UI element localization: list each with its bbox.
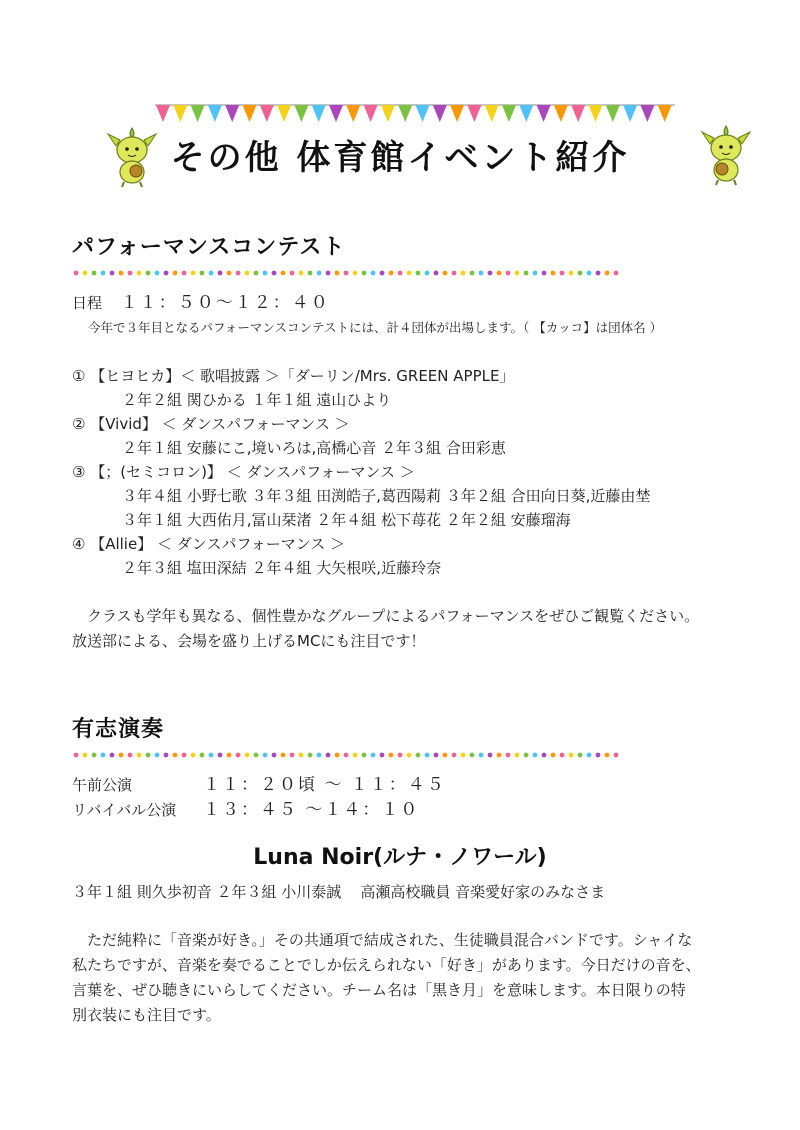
am-time: １１：２０頃 〜 １１：４５ — [203, 775, 446, 795]
divider-dot — [587, 753, 592, 758]
divider-dot — [605, 271, 610, 276]
bunting-flag — [502, 105, 516, 122]
bunting-flag — [156, 105, 170, 122]
divider-dot — [236, 271, 241, 276]
divider-dot — [398, 271, 403, 276]
divider-dot — [281, 753, 286, 758]
divider-dot — [200, 271, 205, 276]
divider-dot — [218, 753, 223, 758]
divider-dot — [614, 271, 619, 276]
divider-dot — [587, 271, 592, 276]
divider-dot — [326, 753, 331, 758]
divider-dot — [524, 271, 529, 276]
divider-dot — [245, 753, 250, 758]
divider-dot — [164, 271, 169, 276]
description-line: 私たちですが、音楽を奏でることでしか伝えられない「好き」があります。今日だけの音を、 — [72, 956, 701, 974]
divider-dot — [416, 753, 421, 758]
description-line: 言葉を、ぜひ聴きにいらしてください。チーム名は「黒き月」を意味します。本日限りの特 — [72, 981, 686, 999]
bunting-flag — [658, 105, 672, 122]
divider-dot — [209, 271, 214, 276]
divider-dot — [497, 271, 502, 276]
divider-dot — [461, 753, 466, 758]
divider-dot — [335, 753, 340, 758]
divider-dot — [371, 753, 376, 758]
divider-dot — [128, 271, 133, 276]
divider-dot — [299, 753, 304, 758]
bunting-flag — [208, 105, 222, 122]
divider-dot — [101, 753, 106, 758]
bunting-flag — [312, 105, 326, 122]
divider-dot — [155, 753, 160, 758]
group-members: ２年２組 関ひかる １年１組 遠山ひより — [122, 391, 392, 409]
divider-dot — [290, 271, 295, 276]
divider-dot — [110, 271, 115, 276]
bunting-flag — [623, 105, 637, 122]
divider-dot — [362, 753, 367, 758]
divider-dot — [389, 753, 394, 758]
closing-line: クラスも学年も異なる、個性豊かなグループによるパフォーマンスをぜひご観覧ください。 — [87, 607, 700, 625]
bunting-flag — [329, 105, 343, 122]
divider-dot — [380, 271, 385, 276]
divider-dot — [83, 753, 88, 758]
revival-time: １３：４５ 〜１４：１０ — [203, 800, 420, 820]
divider-dot — [227, 753, 232, 758]
divider-dot — [434, 271, 439, 276]
bunting-flag — [433, 105, 447, 122]
divider-dot — [254, 753, 259, 758]
divider-dot — [506, 271, 511, 276]
divider-dot — [425, 271, 430, 276]
divider-dot — [479, 271, 484, 276]
divider-dot — [524, 753, 529, 758]
divider-dot — [452, 271, 457, 276]
description-line: 別衣装にも注目です。 — [72, 1006, 221, 1024]
divider-dot — [452, 753, 457, 758]
bunting-flag — [191, 105, 205, 122]
divider-dot — [497, 753, 502, 758]
divider-dot — [542, 753, 547, 758]
divider-dot — [173, 271, 178, 276]
divider-dot — [578, 271, 583, 276]
divider-dot — [164, 753, 169, 758]
divider-dot — [227, 271, 232, 276]
divider-dot — [182, 753, 187, 758]
bunting-flag — [467, 105, 481, 122]
divider-dot — [380, 753, 385, 758]
divider-dot — [146, 271, 151, 276]
divider-dot — [407, 753, 412, 758]
bunting-flag — [260, 105, 274, 122]
divider-dot — [443, 753, 448, 758]
divider-dot — [353, 753, 358, 758]
divider-dot — [317, 753, 322, 758]
divider-dot — [272, 753, 277, 758]
band-name: Luna Noir(ルナ・ノワール) — [253, 845, 547, 870]
divider-dot — [344, 753, 349, 758]
group-header: ③ 【；(セミコロン)】 ＜ ダンスパフォーマンス ＞ — [72, 463, 415, 481]
bunting-flag — [416, 105, 430, 122]
divider-dot — [326, 271, 331, 276]
intro-text: 今年で３年目となるパフォーマンスコンテストには、計４団体が出場します。（ 【カッコ】は団体名 ） — [88, 320, 663, 335]
divider-dot — [263, 753, 268, 758]
bunting-flag — [364, 105, 378, 122]
band-description — [72, 928, 737, 1028]
divider-dot — [596, 271, 601, 276]
schedule-row — [72, 292, 330, 314]
bunting-flag — [243, 105, 257, 122]
divider-dot — [74, 753, 79, 758]
divider-dot — [254, 271, 259, 276]
divider-dot — [92, 753, 97, 758]
dotted-divider — [72, 269, 620, 277]
bunting-flag — [346, 105, 360, 122]
bunting-flag — [485, 105, 499, 122]
divider-dot — [272, 271, 277, 276]
divider-dot — [425, 753, 430, 758]
divider-dot — [470, 753, 475, 758]
divider-dot — [308, 753, 313, 758]
group-header: ④ 【Allie】 ＜ ダンスパフォーマンス ＞ — [72, 535, 346, 553]
bunting-flag — [571, 105, 585, 122]
divider-dot — [83, 271, 88, 276]
divider-dot — [74, 271, 79, 276]
divider-dot — [488, 753, 493, 758]
divider-dot — [614, 753, 619, 758]
divider-dot — [308, 271, 313, 276]
divider-dot — [551, 271, 556, 276]
divider-dot — [533, 753, 538, 758]
schedule-label: 日程 — [72, 294, 103, 312]
bunting-flag — [277, 105, 291, 122]
band-members: ３年１組 則久歩初音 ２年３組 小川泰誠 高瀬高校職員 音楽愛好家のみなさま — [72, 883, 606, 901]
group-header: ① 【ヒヨヒカ】＜ 歌唱披露 ＞「ダーリン/Mrs. GREEN APPLE」 — [72, 367, 515, 385]
page-title: その他 体育館イベント紹介 — [170, 138, 630, 178]
divider-dot — [137, 753, 142, 758]
divider-dot — [416, 271, 421, 276]
section-title-volunteer: 有志演奏 — [72, 717, 165, 742]
divider-dot — [434, 753, 439, 758]
divider-dot — [155, 271, 160, 276]
divider-dot — [443, 271, 448, 276]
divider-dot — [191, 271, 196, 276]
divider-dot — [191, 753, 196, 758]
bunting-flag — [519, 105, 533, 122]
bunting-flag — [450, 105, 464, 122]
group-members: ２年１組 安藤にこ,境いろは,高橋心音 ２年３組 合田彩恵 — [122, 439, 506, 457]
divider-dot — [461, 271, 466, 276]
divider-dot — [488, 271, 493, 276]
closing-paragraph — [72, 604, 737, 654]
schedule-time: １１：５０〜１２：４０ — [120, 293, 330, 313]
divider-dot — [362, 271, 367, 276]
divider-dot — [119, 271, 124, 276]
divider-dot — [506, 753, 511, 758]
bunting-flag — [589, 105, 603, 122]
bunting-flag — [640, 105, 654, 122]
divider-dot — [515, 753, 520, 758]
bunting-flag — [554, 105, 568, 122]
divider-dot — [182, 271, 187, 276]
description-line: ただ純粋に「音楽が好き。」その共通項で結成された、生徒職員混合バンドです。シャイな — [87, 931, 693, 949]
bunting-flag — [537, 105, 551, 122]
divider-dot — [542, 271, 547, 276]
bunting-flag — [294, 105, 308, 122]
divider-dot — [569, 753, 574, 758]
divider-dot — [344, 271, 349, 276]
divider-dot — [596, 753, 601, 758]
revival-label: リバイバル公演 — [72, 801, 177, 819]
divider-dot — [218, 271, 223, 276]
divider-dot — [605, 753, 610, 758]
divider-dot — [470, 271, 475, 276]
divider-dot — [236, 753, 241, 758]
divider-dot — [551, 753, 556, 758]
divider-dot — [533, 271, 538, 276]
divider-dot — [515, 271, 520, 276]
bunting-flag — [225, 105, 239, 122]
divider-dot — [263, 271, 268, 276]
divider-dot — [101, 271, 106, 276]
divider-dot — [245, 271, 250, 276]
am-label: 午前公演 — [72, 776, 133, 794]
divider-dot — [146, 753, 151, 758]
divider-dot — [569, 271, 574, 276]
divider-dot — [371, 271, 376, 276]
bunting-flag — [398, 105, 412, 122]
divider-dot — [578, 753, 583, 758]
divider-dot — [560, 271, 565, 276]
divider-dot — [389, 271, 394, 276]
divider-dot — [92, 271, 97, 276]
divider-dot — [110, 753, 115, 758]
divider-dot — [353, 271, 358, 276]
group-members: ３年４組 小野七歌 ３年３組 田渕皓子,葛西陽莉 ３年２組 合田向日葵,近藤由埜 — [122, 487, 651, 505]
bunting-flag — [173, 105, 187, 122]
closing-line: 放送部による、会場を盛り上げるMCにも注目です！ — [72, 632, 426, 650]
divider-dot — [119, 753, 124, 758]
section-title-performance: パフォーマンスコンテスト — [72, 235, 346, 260]
divider-dot — [200, 753, 205, 758]
divider-dot — [281, 271, 286, 276]
divider-dot — [290, 753, 295, 758]
divider-dot — [398, 753, 403, 758]
group-members: ３年１組 大西佑月,冨山栞渚 ２年４組 松下苺花 ２年２組 安藤瑠海 — [122, 511, 571, 529]
divider-dot — [335, 271, 340, 276]
bunting-flag — [381, 105, 395, 122]
divider-dot — [407, 271, 412, 276]
divider-dot — [317, 271, 322, 276]
divider-dot — [560, 753, 565, 758]
group-members: ２年３組 塩田深結 ２年４組 大矢根咲,近藤玲奈 — [122, 559, 442, 577]
dotted-divider — [72, 751, 620, 759]
divider-dot — [209, 753, 214, 758]
divider-dot — [137, 271, 142, 276]
divider-dot — [479, 753, 484, 758]
bunting-flag — [606, 105, 620, 122]
divider-dot — [299, 271, 304, 276]
divider-dot — [128, 753, 133, 758]
divider-dot — [173, 753, 178, 758]
bunting-decoration — [155, 103, 675, 125]
group-header: ② 【Vivid】 ＜ ダンスパフォーマンス ＞ — [72, 415, 350, 433]
